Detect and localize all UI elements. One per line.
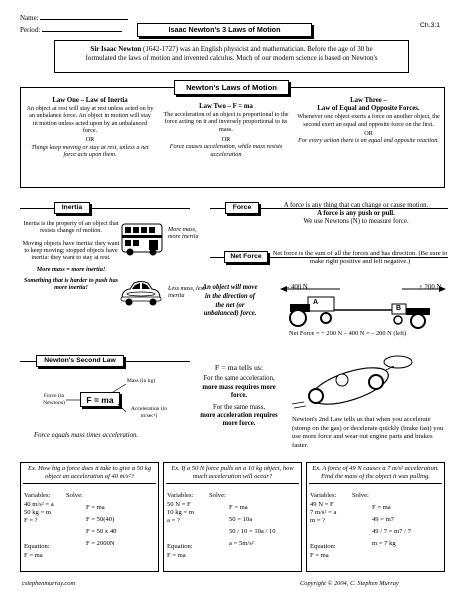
footer-copyright: Copyright © 2004, C. Stephen Murray (300, 580, 399, 587)
solve-step: m = 7 kg (372, 540, 396, 547)
variables-label: Variables: (24, 492, 51, 499)
chapter-label: Ch.3:1 (420, 22, 441, 29)
fma-tells (196, 363, 282, 428)
force-in-newtons-label: Force (in Newtons) (43, 393, 65, 406)
inertia-definition: Inertia is the property of an object that resists change of motion. (23, 220, 119, 235)
equation-label: Equation: (310, 543, 336, 550)
equation-label: Equation: (24, 543, 50, 550)
solve-label: Solve: (209, 492, 226, 499)
net-force-middle-text: An object will move in the direction of the net (or unbalanced) force. (202, 284, 258, 318)
race-car-illustration (290, 356, 430, 412)
acceleration-label: Acceleration (in m/sec²) (130, 406, 168, 419)
car-caption: Less mass, less inertia (168, 285, 206, 300)
equation-label: Equation: (167, 543, 193, 550)
inertia-label: Inertia (54, 202, 90, 214)
force-def-3: We use Newtons (N) to measure force. (303, 218, 409, 226)
net-force-text: Net force is the sum of all the forces and has direction. (Be sure to make right positive and left negative.) (272, 250, 448, 265)
second-law-label: Newton's Second Law (36, 355, 124, 367)
name-line: Name: (20, 13, 128, 22)
variables-label: Variables: (310, 492, 337, 499)
law-one-title: Law One – Law of Inertia (52, 97, 128, 104)
period-line: Period: (20, 25, 122, 34)
fma-tells-title: F = ma tells us: (214, 363, 264, 372)
left-force-label: - 400 N (287, 284, 308, 291)
inertia-moving: Moving objects have inertia: they want to keep moving; stopped objects have inertia: they want to stay at rest. (22, 239, 120, 262)
law-one-text: An object at rest will stay at rest unless acted on by an unbalance force. An object in motion will stay in motion unless acted upon by an unbalanced force. (26, 105, 154, 135)
force-label: Force (225, 202, 259, 214)
law-two-title: Law Two – F = ma (199, 103, 253, 110)
law-one-or: OR (85, 136, 95, 144)
variable-value: 50 N = F (167, 501, 191, 508)
solve-label: Solve: (352, 492, 369, 499)
equation-value: F = ma (167, 552, 186, 559)
law-three-alt: For every action there is an equal and opposite reaction. (298, 137, 439, 145)
tractor-a-label: A (313, 299, 319, 306)
solve-step: a = 5m/s² (229, 540, 254, 547)
small-car-illustration (118, 278, 164, 308)
double-decker-bus-illustration (120, 221, 164, 257)
solve-step: F = ma (372, 504, 391, 511)
fma-formula-box: F = ma (80, 392, 120, 407)
example-question: Ex. A force of 49 N causes a 7 m/s² acceleration. Find the mass of the object it was pulling. (309, 465, 442, 484)
mass-label: Mass (in kg) (126, 378, 156, 384)
solve-step: 50 = 10a (229, 516, 253, 523)
intro-text-1: (1642-1727) was an English physicist and mathematician. Before the age of 30 he (141, 45, 373, 53)
law-three-or: OR (364, 129, 373, 137)
equation-value: F = ma (310, 552, 329, 559)
fma-tells-p2: For the same mass, (212, 403, 266, 411)
fma-tells-p1b: more mass requires more force. (202, 383, 276, 399)
law-three-text: Whenever one object exerts a force on another object, the second exert an equal and opposite force on the first. (297, 113, 440, 128)
inertia-text (22, 220, 120, 292)
solve-step: F = 2000N (86, 540, 115, 547)
law-two (161, 103, 291, 158)
variable-value: m = ? (310, 517, 326, 524)
law-three-title-1: Law Three – (350, 97, 387, 104)
inertia-harder: Something that is harder to push has more inertia! (23, 276, 119, 292)
solve-step: F = ma (229, 504, 248, 511)
law-two-text: The acceleration of an object is proportional to the force acting on it and inversely proportional to its mass. (163, 111, 289, 133)
right-force-label: + 200 N (419, 284, 442, 291)
inertia-rule (20, 208, 190, 209)
fma-tells-p2b: more acceleration requires more force. (200, 411, 278, 428)
example-question: Ex. If a 50 N force pulls on a 10 kg object, how much acceleration will occur? (166, 465, 299, 484)
net-force-label: Net Force (224, 251, 268, 263)
variable-value: a = ? (167, 517, 180, 524)
law-two-or: OR (221, 136, 231, 144)
variable-value: 49 N = F (310, 501, 334, 508)
page-title (137, 23, 312, 37)
bus-caption: More mass, more inertia (168, 226, 199, 241)
variable-value: 7 m/s² = a (310, 509, 337, 516)
variable-value: F = ? (24, 517, 38, 524)
footer-site[interactable]: cstephenmurray.com (22, 580, 76, 587)
fma-tells-p1: For the same acceleration, (203, 375, 275, 383)
law-three-title-2: Law of Equal and Opposite Forces. (317, 105, 420, 113)
law-one-alt: Things keep moving or stay at rest, unless a net force acts upon them. (31, 143, 149, 159)
variable-value: 40 m/s² = a (24, 501, 54, 508)
laws-title-text: Newton's Laws of Motion (186, 83, 277, 92)
solve-label: Solve: (66, 492, 83, 499)
variables-label: Variables: (167, 492, 194, 499)
solve-step: F = 50(40) (86, 516, 115, 523)
example-question: Ex. How big a force does it take to give a 50 kg object an acceleration of 40 m/s²? (23, 465, 156, 484)
variable-value: 10 kg = m (167, 509, 194, 516)
law-one (26, 97, 154, 158)
solve-step: F = ma (86, 504, 105, 511)
intro-name: Sir Isaac Newton (90, 45, 142, 53)
law-two-alt: Force causes acceleration, while mass resists acceleration (169, 143, 283, 158)
intro-text-2: formulated the laws of motion and invented calculus. Much of our modern science is based on Newton's (85, 54, 378, 63)
second-law-caption: Force equals mass times acceleration. (34, 432, 139, 439)
solve-step: F = 50 x 40 (86, 528, 117, 535)
inertia-more-mass: More mass = more inertia! (36, 265, 106, 273)
force-def-1: A force is any thing that can change or cause motion. (283, 202, 429, 209)
force-text (266, 202, 446, 226)
intro-box (54, 40, 409, 73)
solve-step: 49 = m7 (372, 516, 395, 523)
car-paragraph: Newton's 2nd Law tells us that when you accelerate (stomp on the gas) or decelerate quickly (brake fast) you use more force and wear out engine parts and brakes faster. (292, 416, 444, 449)
tractor-b-label: B (396, 305, 402, 312)
force-def-2: A force is any push or pull. (317, 210, 395, 218)
solve-step: 50 / 10 = 10a / 10 (229, 528, 276, 535)
solve-step: 49 / 7 = m7 / 7 (372, 528, 411, 535)
variable-value: 50 kg = m (24, 509, 51, 516)
net-force-equation: Net Force = + 200 N – 400 N = – 200 N (left) (289, 330, 407, 337)
equation-value: F = ma (24, 552, 43, 559)
law-three (297, 97, 440, 145)
laws-title (174, 80, 289, 95)
page-title-text: Isaac Newton's 3 Laws of Motion (168, 25, 281, 34)
